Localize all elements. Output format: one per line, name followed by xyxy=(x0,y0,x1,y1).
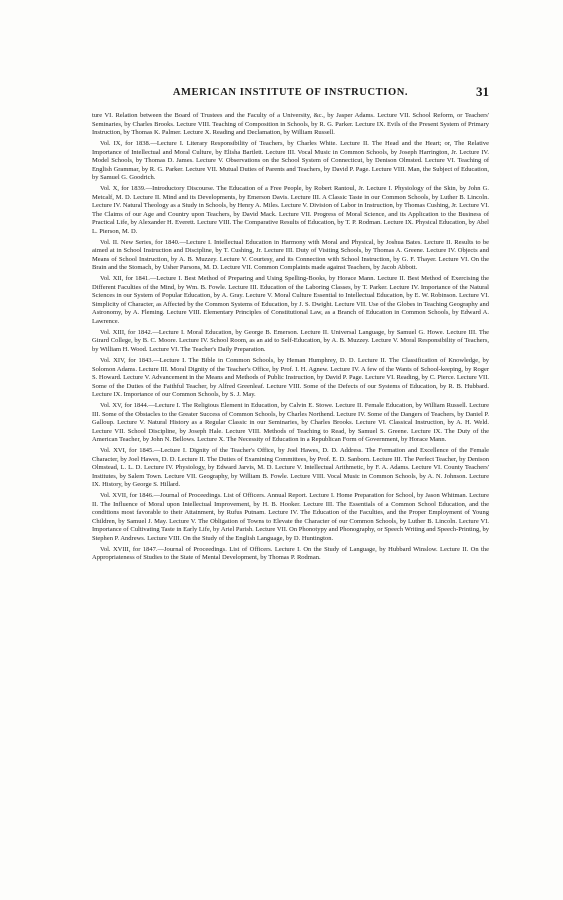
volume-entry: Vol. XIV, for 1843.—Lecture I. The Bible in Common Schools, by Heman Humphrey, D. D. Lecture II. The Classification of Knowledge, by Solomon Adams. Lecture III. Moral Dignity of the Teacher's Office, by Prof. I. H. Agnew. Lecture IV. A few of the Wants of School-keeping, by Roger S. Howard. Lecture V. Advancement in the Means and Methods of Public Instruction, by David P. Page. Lecture VI. Reading, by C. Pierce. Lecture VII. Some of the Duties of the Faithful Teacher, by Alfred Greenleaf. Lecture VIII. Some of the Defects of our Systems of Education, by R. B. Hubbard. Lecture IX. Importance of our Common Schools, by S. J. May. xyxy=(92,357,489,399)
volume-entry: Vol. XIII, for 1842.—Lecture I. Moral Education, by George B. Emerson. Lecture II. Universal Language, by Samuel G. Howe. Lecture III. The Girard College, by B. C. Moore. Lecture IV. School Room, as an aid to Self-Education, by A. B. Muzzey. Lecture V. Moral Responsibility of Teachers, by William H. Wood. Lecture VI. The Teacher's Daily Preparation. xyxy=(92,328,489,353)
volume-entry: Vol. XVIII, for 1847.—Journal of Proceedings. List of Officers. Lecture I. On the Study of Language, by Hubbard Winslow. Lecture II. On the Appropriateness of Studies to the State of Mental Development, by Thomas P. Rodman. xyxy=(92,545,489,562)
page-number: 31 xyxy=(476,84,489,99)
volume-entry: Vol. XV, for 1844.—Lecture I. The Religious Element in Education, by Calvin E. Stowe. Lecture II. Female Education, by William Russell. Lecture III. Some of the Obstacles to the Greater Success of Common Schools, by Charles Northend. Lecture IV. Some of the Dangers of Teachers, by Daniel P. Galloup. Lecture V. Natural History as a Regular Classic in our Seminaries, by Charles Brooks. Lecture VI. Classical Instruction, by A. H. Weld. Lecture VII. School Discipline, by Joseph Hale. Lecture VIII. Methods of Teaching to Read, by Samuel S. Greene. Lecture IX. The Duty of the American Teacher, by John N. Bellows. Lecture X. The Necessity of Education in a Republican Form of Government, by Horace Mann. xyxy=(92,402,489,444)
volume-entry: Vol. XVI, for 1845.—Lecture I. Dignity of the Teacher's Office, by Joel Hawes, D. D. Address. The Formation and Excellence of the Female Character, by Joel Hawes, D. D. Lecture II. The Duties of Examining Committees, by Prof. E. D. Sanborn. Lecture III. The Perfect Teacher, by Denison Olmstead, L. L. D. Lecture IV. Physiology, by Edward Jarvis, M. D. Lecture V. Intellectual Arithmetic, by F. A. Adams. Lecture VI. County Teachers' Institutes, by Salem Town. Lecture VII. Geography, by William B. Fowle. Lecture VIII. Vocal Music in Common Schools, by A. N. Johnson. Lecture IX. History, by George S. Hillard. xyxy=(92,447,489,489)
volume-entry: ture VI. Relation between the Board of Trustees and the Faculty of a University, &c., by Jasper Adams. Lecture VII. School Reform, or Teachers' Seminaries, by Charles Brooks. Lecture VIII. Teaching of Composition in Schools, by R. G. Parker. Lecture IX. Evils of the Present System of Primary Instruction, by Thomas K. Palmer. Lecture X. Reading and Declamation, by William Russell. xyxy=(92,112,489,136)
volume-entry: Vol. XII, for 1841.—Lecture I. Best Method of Preparing and Using Spelling-Books, by Horace Mann. Lecture II. Best Method of Exercising the Different Faculties of the Mind, by Wm. B. Fowle. Lecture III. Education of the Laboring Classes, by T. Parker. Lecture IV. Importance of the Natural Sciences in our System of Popular Education, by A. Gray. Lecture V. Moral Culture Essential to Intellectual Education, by E. W. Robinson. Lecture VI. Simplicity of Character, as Affected by the Common Systems of Education, by J. S. Dwight. Lecture VII. Use of the Globes in Teaching Geography and Astronomy, by A. Fleming. Lecture VIII. Elementary Principles of Constitutional Law, as a Branch of Education in Common Schools, by Edward A. Lawrence. xyxy=(92,275,489,325)
volume-entry: Vol. X, for 1839.—Introductory Discourse. The Education of a Free People, by Robert Rantoul, Jr. Lecture I. Physiology of the Skin, by John G. Metcalf, M. D. Lecture II. Mind and its Developments, by Emerson Davis. Lecture III. A Classic Taste in our Common Schools, by Luther B. Lincoln. Lecture IV. Natural Theology as a Study in Schools, by Henry A. Miles. Lecture V. Division of Labor in Instruction, by Thomas Cushing, Jr. Lecture VI. The Claims of our Age and Country upon Teachers, by David Mack. Lecture VII. Progress of Moral Science, and its Application to the Business of Practical Life, by Alexander H. Everett. Lecture VIII. The Comparative Results of Education, by T. P. Rodman. Lecture IX. Physical Education, by Abel L. Pierson, M. D. xyxy=(92,185,489,235)
page-body xyxy=(92,112,489,566)
volume-entry: Vol. II. New Series, for 1840.—Lecture I. Intellectual Education in Harmony with Moral and Physical, by Joshua Bates. Lecture II. Results to be aimed at in School Instruction and Discipline, by T. Cushing, Jr. Lecture III. Duty of Visiting Schools, by Thomas A. Greene. Lecture IV. Objects and Means of School Instruction, by A. B. Muzzey. Lecture V. Courtesy, and its Connection with School Instruction, by G. F. Thayer. Lecture VI. On the Brain and the Stomach, by Usher Parsons, M. D. Lecture VII. Common Complaints made against Teachers, by Jacob Abbott. xyxy=(92,238,489,272)
running-title: AMERICAN INSTITUTE OF INSTRUCTION. xyxy=(172,87,409,98)
volume-entry: Vol. IX, for 1838.—Lecture I. Literary Responsibility of Teachers, by Charles White. Lecture II. The Head and the Heart; or, The Relative Importance of Intellectual and Moral Culture, by Elisha Bartlett. Lecture III. Vocal Music in Common Schools, by Joseph Harrington, Jr. Lecture IV. Model Schools, by Thomas D. James. Lecture V. Observations on the School System of Connecticut, by Denison Olmsted. Lecture VI. Teaching of English Grammar, by R. G. Parker. Lecture VII. Mutual Duties of Parents and Teachers, by David P. Page. Lecture VIII. Man, the Subject of Education, by Samuel G. Goodrich. xyxy=(92,140,489,182)
running-header xyxy=(92,86,489,102)
volume-entry: Vol. XVII, for 1846.—Journal of Proceedings. List of Officers. Annual Report. Lecture I. Home Preparation for School, by Jason Whitman. Lecture II. The Influence of Moral upon Intellectual Improvement, by H. B. Hooker. Lecture III. The Essentials of a Common School Education, and the conditions most favorable to their Attainment, by Rufus Putnam. Lecture IV. The Education of the Faculties, and the Proper Employment of Young Children, by Samuel J. May. Lecture V. The Obligation of Towns to Elevate the Character of our Common Schools, by Luther B. Lincoln. Lecture VI. Importance of Cultivating Taste in Early Life, by Ariel Parish. Lecture VII. On Phonotypy and Phonography, or Speech Writing and Speech-Printing, by Stephen P. Andrews. Lecture VIII. On the Study of the English Language, by D. Huntington. xyxy=(92,492,489,542)
